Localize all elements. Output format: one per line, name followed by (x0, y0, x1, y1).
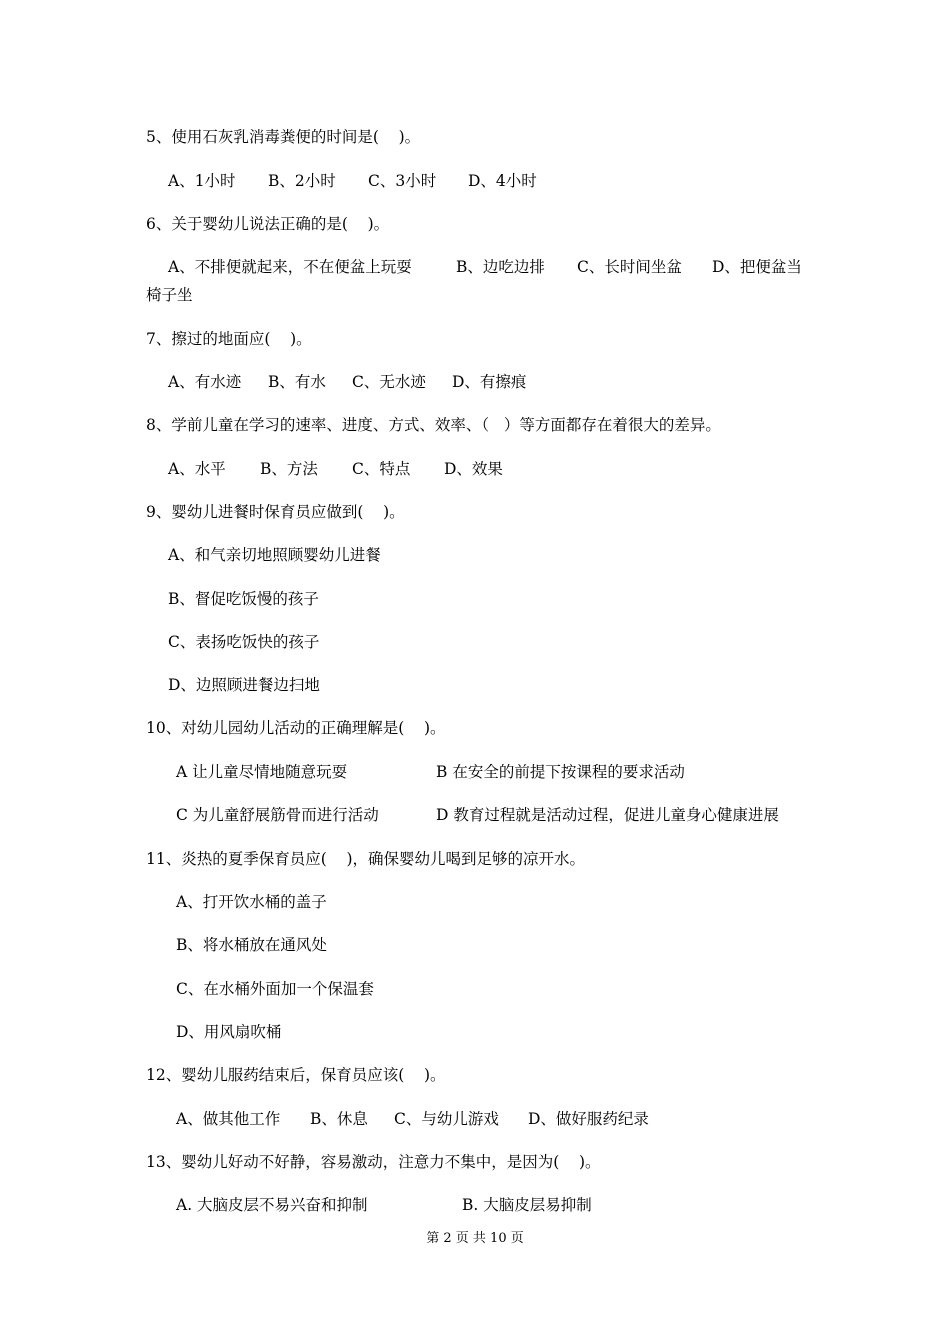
q9-option-d: D、边照顾进餐边扫地 (168, 676, 320, 694)
q6-option-d-continuation: 椅子坐 (146, 286, 193, 304)
q7-option-d: D、有擦痕 (452, 373, 527, 391)
q6-option-c: C、长时间坐盆 (577, 258, 682, 276)
q5-option-d: D、4小时 (468, 172, 537, 190)
q12-option-b: B、休息 (310, 1110, 368, 1128)
q9-option-c: C、表扬吃饭快的孩子 (168, 633, 320, 651)
question-6: 6、关于婴幼儿说法正确的是( )。 (146, 215, 390, 233)
q11-option-c: C、在水桶外面加一个保温套 (176, 980, 374, 998)
q9-option-b: B、督促吃饭慢的孩子 (168, 590, 319, 608)
q10-option-d: D 教育过程就是活动过程，促进儿童身心健康进展 (436, 806, 779, 824)
q7-option-a: A、有水迹 (168, 373, 242, 391)
q10-option-b: B 在安全的前提下按课程的要求活动 (436, 763, 685, 781)
q8-option-b: B、方法 (260, 460, 318, 478)
question-10: 10、对幼儿园幼儿活动的正确理解是( )。 (146, 719, 446, 737)
q11-option-b: B、将水桶放在通风处 (176, 936, 327, 954)
question-9: 9、婴幼儿进餐时保育员应做到( )。 (146, 503, 405, 521)
q7-option-c: C、无水迹 (352, 373, 426, 391)
q8-option-d: D、效果 (444, 460, 503, 478)
q8-option-a: A、水平 (168, 460, 226, 478)
q5-option-a: A、1小时 (168, 172, 236, 190)
q6-option-d: D、把便盆当 (712, 258, 802, 276)
question-5: 5、使用石灰乳消毒粪便的时间是( )。 (146, 128, 421, 146)
question-12: 12、婴幼儿服药结束后，保育员应该( )。 (146, 1066, 446, 1084)
q10-option-a: A 让儿童尽情地随意玩耍 (176, 763, 348, 781)
q7-option-b: B、有水 (268, 373, 326, 391)
q11-option-d: D、用风扇吹桶 (176, 1023, 282, 1041)
q11-option-a: A、打开饮水桶的盖子 (176, 893, 327, 911)
q5-option-c: C、3小时 (368, 172, 437, 190)
q13-option-b: B. 大脑皮层易抑制 (462, 1196, 592, 1214)
q6-option-a: A、不排便就起来，不在便盆上玩耍 (168, 258, 412, 276)
q12-option-c: C、与幼儿游戏 (394, 1110, 499, 1128)
question-7: 7、擦过的地面应( )。 (146, 330, 312, 348)
q8-option-c: C、特点 (352, 460, 411, 478)
page-footer: 第 2 页 共 10 页 (426, 1231, 524, 1246)
q12-option-a: A、做其他工作 (176, 1110, 281, 1128)
q6-option-b: B、边吃边排 (456, 258, 545, 276)
question-11: 11、炎热的夏季保育员应( )，确保婴幼儿喝到足够的凉开水。 (146, 850, 586, 868)
q10-option-c: C 为儿童舒展筋骨而进行活动 (176, 806, 379, 824)
q5-option-b: B、2小时 (268, 172, 336, 190)
q12-option-d: D、做好服药纪录 (528, 1110, 649, 1128)
question-8: 8、学前儿童在学习的速率、进度、方式、效率、（ ）等方面都存在着很大的差异。 (146, 416, 721, 434)
question-13: 13、婴幼儿好动不好静，容易激动，注意力不集中，是因为( )。 (146, 1153, 601, 1171)
q9-option-a: A、和气亲切地照顾婴幼儿进餐 (168, 546, 381, 564)
q13-option-a: A. 大脑皮层不易兴奋和抑制 (176, 1196, 368, 1214)
